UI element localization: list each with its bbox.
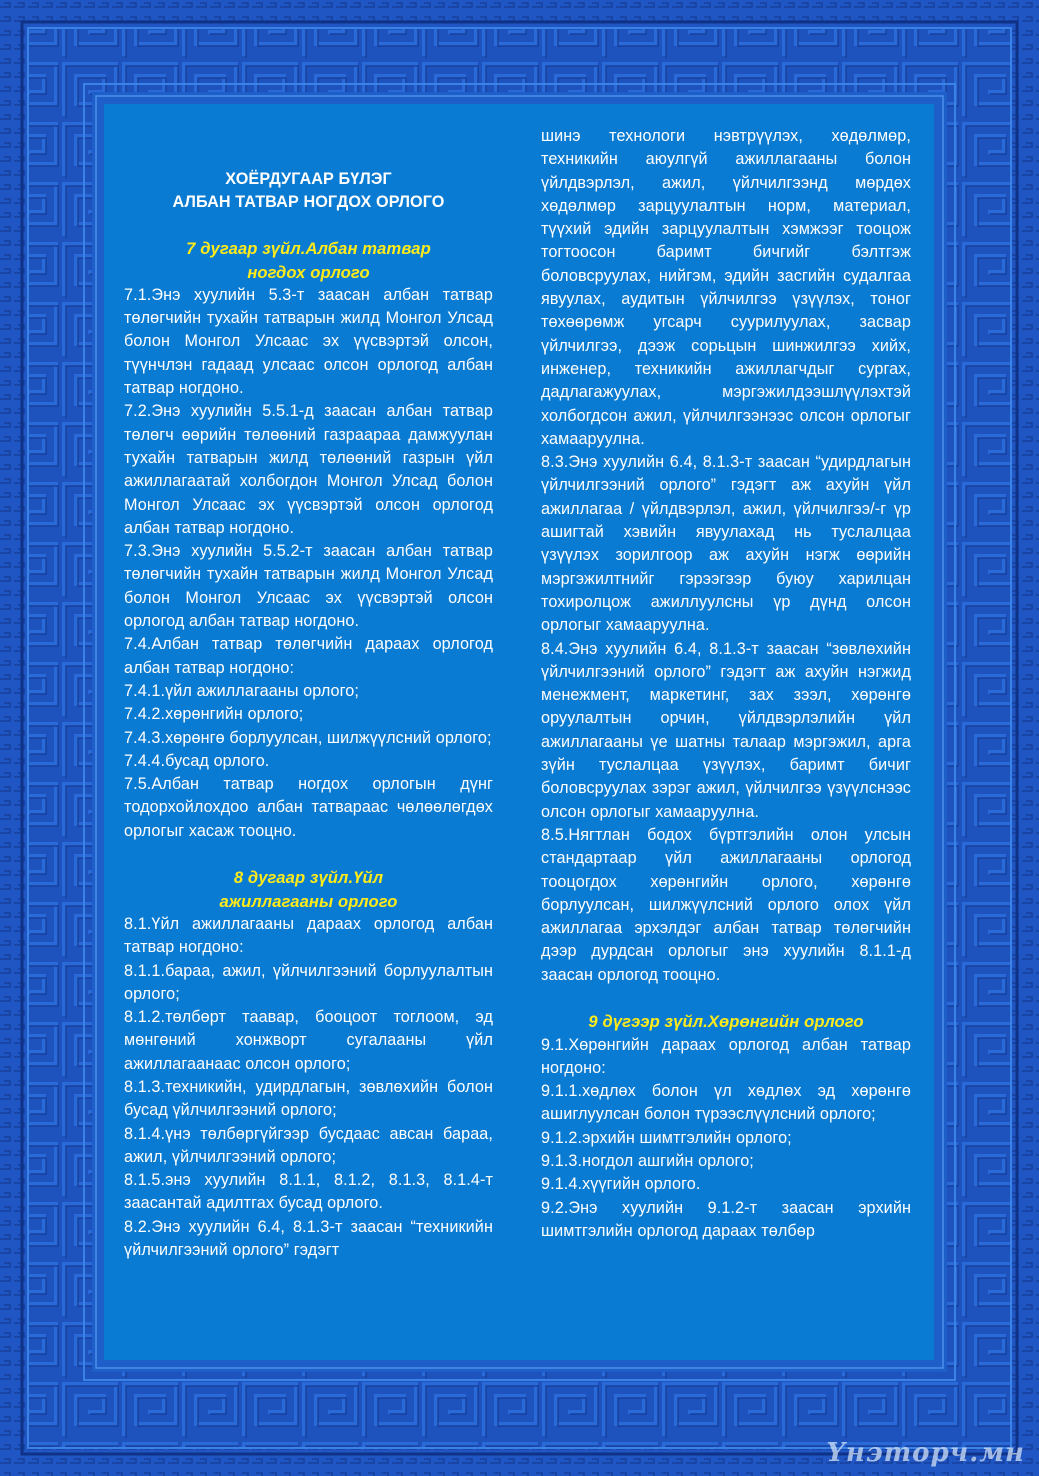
- paragraph-8-1-5: 8.1.5.энэ хуулийн 8.1.1, 8.1.2, 8.1.3, 8.1.4-т заасантай адилтгах бусад орлого.: [124, 1171, 493, 1213]
- paragraph-8-1-3: 8.1.3.техникийн, удирдлагын, зөвлөхийн болон бусад үйлчилгээний орлого;: [124, 1077, 493, 1120]
- paragraph-8-4: 8.4.Энэ хуулийн 6.4, 8.1.3-т заасан “зөвлөхийн үйлчилгээний орлого” гэдэгт аж ахуйн нэгжид менежмент, маркетинг, зах зээл, хөрөнгө оруулалтын орчин, үйлдвэрлэлийн үйл ажиллагааны үе шатны талаар мэргэжил, арга зүйн туслалцаа үзүүлэх, баримт бичиг боловсруулах зэрэг ажил, үйлчилгээ үзүүлснээс олсон орлогыг хамааруулна.: [541, 639, 911, 821]
- paragraph-7-4-4: 7.4.4.бусад орлого.: [124, 751, 270, 770]
- article-7-heading: 7 дугаар зүйл.Албан татвар: [186, 239, 431, 259]
- right-column: [541, 125, 911, 1243]
- paragraph-7-4-2: 7.4.2.хөрөнгийн орлого;: [124, 705, 304, 724]
- paragraph-7-3: 7.3.Энэ хуулийн 5.5.2-т заасан албан татвар төлөгчийн тухайн татварын жилд Монгол Улсад болон Монгол Улсаас эх үүсвэртэй олсон орлогод албан татвар ногдоно.: [124, 542, 493, 631]
- article-8-heading-cont: ажиллагааны орлого: [219, 891, 398, 911]
- article-9-heading: 9 дүгээр зүйл.Хөрөнгийн орлого: [588, 1012, 864, 1032]
- paragraph-8-3: 8.3.Энэ хуулийн 6.4, 8.1.3-т заасан “удирдлагын үйлчилгээний орлого” гэдэгт аж ахуйн үйл ажиллагаа / үйлдвэрлэл, ажил, үйлчилгээ/-г үр ашигтай хэвийн явуулахад нь туслалцаа үзүүлэх зорилгоор аж ахуйн нэгж өөрийн мэргэжилтнийг гэрээгээр буюу харилцан тохиролцож ажиллуулсны үр дүнд олсон орлогыг хамааруулна.: [541, 453, 911, 635]
- chapter-title: ХОЁРДУГААР БҮЛЭГ: [225, 170, 392, 188]
- paragraph-8-1-1: 8.1.1.бараа, ажил, үйлчилгээний борлуулалтын орлого;: [124, 961, 493, 1003]
- paragraph-7-4-3: 7.4.3.хөрөнгө борлуулсан, шилжүүлсний орлого;: [124, 728, 492, 747]
- paragraph-7-4: 7.4.Албан татвар төлөгчийн дараах орлогод албан татвар ногдоно:: [124, 635, 493, 677]
- paragraph-8-5: 8.5.Нягтлан бодох бүртгэлийн олон улсын стандартаар үйл ажиллагааны орлогод тооцогдох хөрөнгийн орлого, хөрөнгө борлуулсан, шилжүүлсний орлого олох үйл ажиллагаа эрхэлдэг албан татвар төлөгчийн дээр дурдсан орлогыг энэ хуулийн 8.1.1-д заасан орлогод тооцно.: [541, 825, 911, 984]
- site-watermark: Үнэторч.мн: [826, 1438, 1025, 1468]
- paragraph-7-4-1: 7.4.1.үйл ажиллагааны орлого;: [124, 681, 360, 700]
- paragraph-7-2: 7.2.Энэ хуулийн 5.5.1-д заасан албан татвар төлөгч өөрийн төлөөний газраараа дамжуулан тухайн татварын жилд төлөөний газрын үйл ажиллагаатай холбогдон Монгол Улсад болон Монгол Улсаас эх үүсвэртэй олсон орлогод албан татвар ногдоно.: [124, 402, 493, 537]
- paragraph-8-1-2: 8.1.2.төлбөрт таавар, бооцоот тоглоом, эд мөнгөний хонжворт сугалааны үйл ажиллагаанаас олсон орлого;: [124, 1008, 493, 1073]
- paragraph-9-2: 9.2.Энэ хуулийн 9.1.2-т заасан эрхийн шимтгэлийн орлогод дараах төлбөр: [541, 1198, 911, 1240]
- left-column: [124, 168, 493, 1262]
- paragraph-8-2-cont: шинэ технологи нэвтрүүлэх, хөдөлмөр, техникийн аюулгүй ажиллагааны болон үйлдвэрлэл, ажил, үйлчилгээнд мөрдөх хөдөлмөр зарцуулалтын норм, материал, түүхий эдийн зарцуулалтын хэмжээг тооцож тогтоосон баримт бичгийг бэлтгэж боловсруулах, нийгэм, эдийн засгийн судалгаа явуулах, аудитын үйлчилгээ үзүүлэх, тоног төхөөрөмж угсарч суурилуулах, засвар үйлчилгээ, дээж сорьцын шинжилгээ хийх, инженер, техникийн ажиллагчдыг сургах, дадлагажуулах, мэргэжилдээшлүүлэхтэй холбогдсон ажил, үйлчилгээнээс олсон орлогыг хамааруулна.: [541, 127, 911, 448]
- paragraph-9-1-2: 9.1.2.эрхийн шимтгэлийн орлого;: [541, 1128, 792, 1147]
- article-8-heading: 8 дугаар зүйл.Үйл: [233, 868, 384, 888]
- chapter-subtitle: АЛБАН ТАТВАР НОГДОХ ОРЛОГО: [172, 193, 445, 211]
- paragraph-7-1: 7.1.Энэ хуулийн 5.3-т заасан албан татвар төлөгчийн тухайн татварын жилд Монгол Улсад болон Монгол Улсаас эх үүсвэртэй олсон, түүнчлэн гадаад улсаас олсон орлогод албан татвар ногдоно.: [124, 285, 493, 398]
- paragraph-8-1-4: 8.1.4.үнэ төлбөргүйгээр бусдаас авсан бараа, ажил, үйлчилгээний орлого;: [124, 1124, 493, 1166]
- paragraph-9-1: 9.1.Хөрөнгийн дараах орлогод албан татвар ногдоно:: [541, 1035, 911, 1077]
- paragraph-7-5: 7.5.Албан татвар ногдох орлогын дүнг тодорхойлохдоо албан татвараас чөлөөлөгдөх орлогыг хасаж тооцно.: [124, 775, 493, 840]
- paragraph-9-1-4: 9.1.4.хүүгийн орлого.: [541, 1175, 701, 1194]
- paragraph-8-1: 8.1.Үйл ажиллагааны дараах орлогод албан татвар ногдоно:: [124, 914, 493, 957]
- paragraph-9-1-1: 9.1.1.хөдлөх болон үл хөдлөх эд хөрөнгө ашиглуулсан болон түрээслүүлсний орлого;: [541, 1082, 911, 1124]
- article-7-heading-cont: ногдох орлого: [247, 262, 370, 282]
- paragraph-8-2: 8.2.Энэ хуулийн 6.4, 8.1.3-т заасан “техникийн үйлчилгээний орлого” гэдэгт: [124, 1217, 493, 1260]
- paragraph-9-1-3: 9.1.3.ногдол ашгийн орлого;: [541, 1152, 754, 1171]
